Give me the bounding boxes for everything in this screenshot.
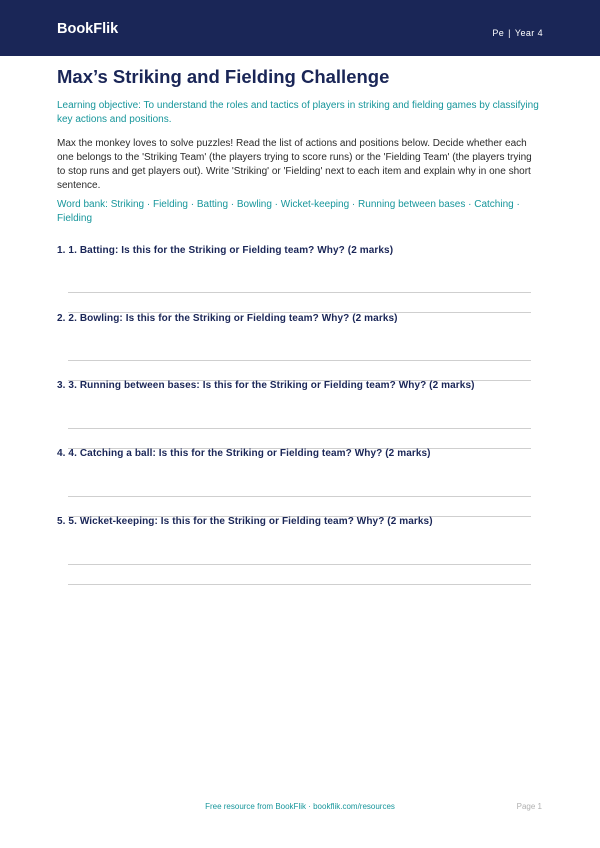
question-1 bbox=[57, 244, 542, 258]
subject-year-label bbox=[492, 27, 543, 39]
question-text: 2. 2. Bowling: Is this for the Striking or Fielding team? Why? (2 marks) bbox=[57, 313, 398, 324]
question-text: 3. 3. Running between bases: Is this for the Striking or Fielding team? Why? (2 marks) bbox=[57, 380, 475, 391]
page-header bbox=[0, 0, 600, 56]
answer-line[interactable] bbox=[68, 564, 531, 565]
footer-credit: Free resource from BookFlik · bookflik.com/resources bbox=[205, 802, 395, 811]
answer-line[interactable] bbox=[68, 292, 531, 293]
subject-label: Pe bbox=[492, 28, 505, 38]
question-text: 4. 4. Catching a ball: Is this for the Striking or Fielding team? Why? (2 marks) bbox=[57, 448, 431, 459]
answer-line[interactable] bbox=[68, 584, 531, 585]
answer-line[interactable] bbox=[68, 428, 531, 429]
answer-line[interactable] bbox=[68, 496, 531, 497]
instructions-paragraph: Max the monkey loves to solve puzzles! Read the list of actions and positions below. Decide whether each one belongs to the 'Striking Team' (the players trying to score runs) or the 'Fielding Team' (the players trying to stop runs and get players out). Write 'Striking' or 'Fielding' next to each item and explain why in one short sentence. bbox=[57, 138, 532, 191]
page-number: Page 1 bbox=[516, 802, 542, 811]
question-text: 1. 1. Batting: Is this for the Striking or Fielding team? Why? (2 marks) bbox=[57, 245, 394, 256]
worksheet-title: Max’s Striking and Fielding Challenge bbox=[57, 66, 390, 87]
brand-logo-text: BookFlik bbox=[57, 21, 119, 37]
question-2 bbox=[57, 312, 542, 326]
question-4 bbox=[57, 447, 542, 461]
word-bank: Word bank: Striking · Fielding · Batting · Bowling · Wicket-keeping · Running between bases · Catching · Fielding bbox=[57, 199, 520, 224]
year-label: Year 4 bbox=[514, 28, 543, 38]
learning-objective: Learning objective: To understand the roles and tactics of players in striking and fielding games by classifying key actions and positions. bbox=[57, 100, 539, 125]
question-5 bbox=[57, 515, 542, 529]
meta-separator: | bbox=[508, 28, 511, 38]
question-3 bbox=[57, 379, 542, 393]
question-text: 5. 5. Wicket-keeping: Is this for the Striking or Fielding team? Why? (2 marks) bbox=[57, 516, 433, 527]
answer-line[interactable] bbox=[68, 360, 531, 361]
